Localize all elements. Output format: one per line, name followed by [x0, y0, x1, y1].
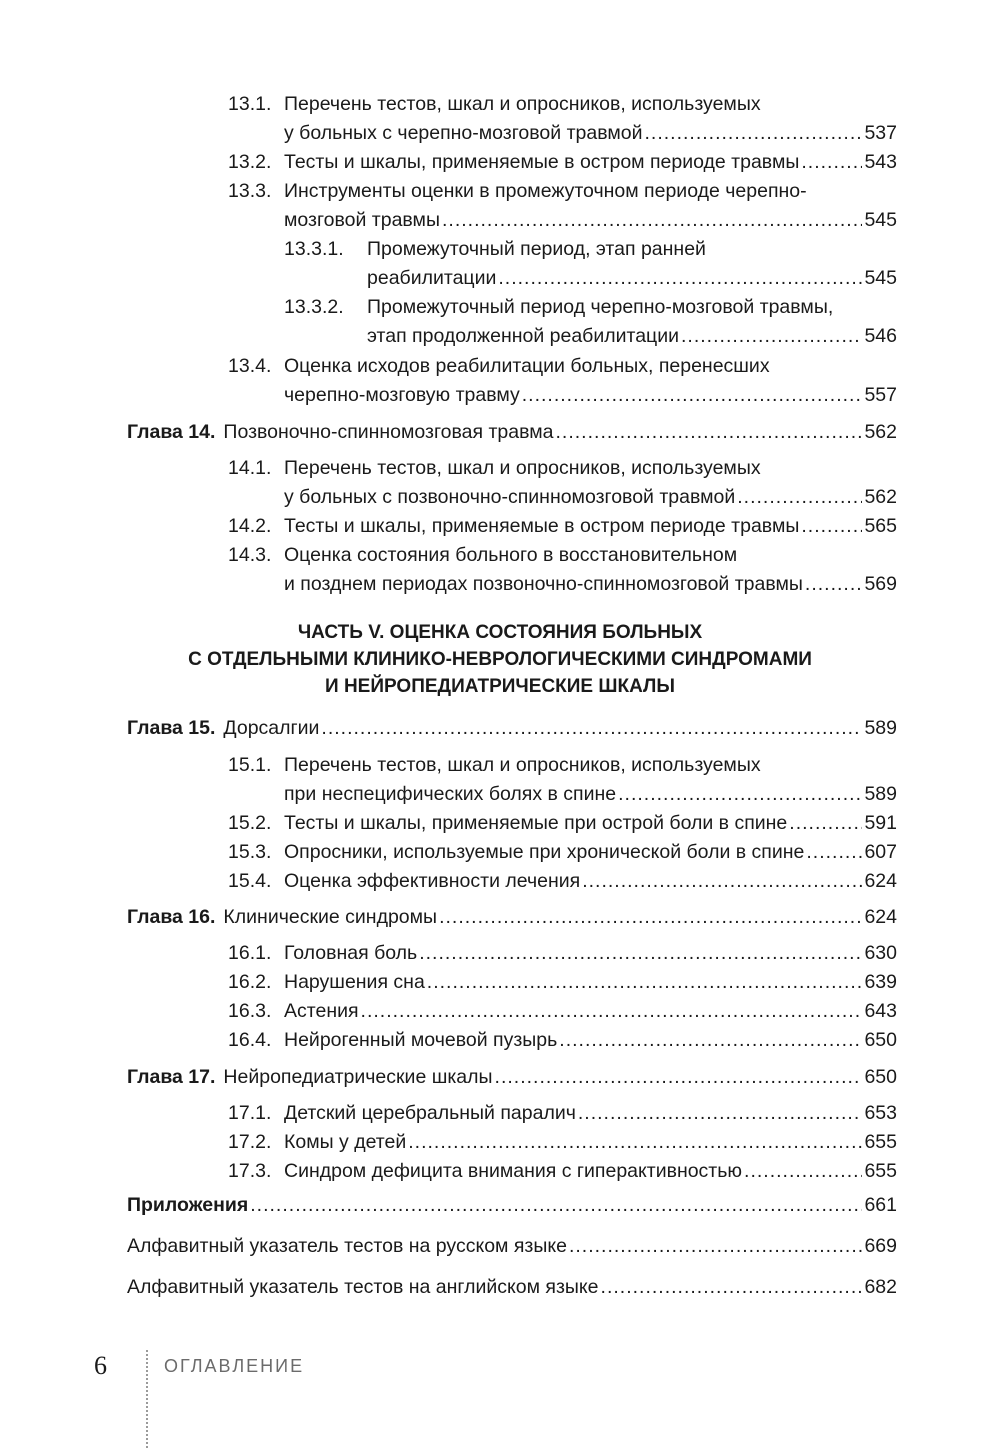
page-number: 630: [864, 942, 897, 964]
toc-entry-17-2[interactable]: [284, 1128, 897, 1157]
toc-entry-14-3[interactable]: [284, 570, 897, 599]
leader-dots: [578, 1099, 863, 1128]
toc-number: 15.1.: [228, 754, 272, 776]
chapter-label: Глава 16.: [127, 906, 216, 928]
toc-entry-text: Детский церебральный паралич: [284, 1102, 576, 1124]
toc-entry-text: черепно-мозговую травму: [284, 384, 520, 406]
toc-entry-text: и позднем периодах позвоночно-спинномозговой травмы: [284, 573, 803, 595]
toc-entry-13-3-2[interactable]: [367, 322, 897, 351]
toc-number: 13.3.1.: [284, 238, 344, 260]
toc-entry-17-3[interactable]: [284, 1157, 897, 1186]
toc-entry-15-4[interactable]: [284, 867, 897, 896]
page-number: 589: [864, 783, 897, 805]
toc-chapter-15[interactable]: [127, 714, 897, 743]
toc-number: 14.2.: [228, 515, 272, 537]
toc-index-ru[interactable]: [127, 1232, 897, 1261]
toc-entry-13-2[interactable]: [284, 148, 897, 177]
leader-dots: [582, 867, 862, 896]
toc-entry-text: Нейрогенный мочевой пузырь: [284, 1029, 558, 1051]
toc-entry-text: Промежуточный период черепно-мозговой травмы,: [367, 296, 834, 318]
toc-entry-text: Комы у детей: [284, 1131, 407, 1153]
leader-dots: [408, 1128, 862, 1157]
page-number: 653: [864, 1102, 897, 1124]
leader-dots: [522, 381, 863, 410]
part-heading-line: С ОТДЕЛЬНЫМИ КЛИНИКО-НЕВРОЛОГИЧЕСКИМИ СИНДРОМАМИ: [188, 649, 812, 670]
page-number: 591: [864, 812, 897, 834]
part-heading-line: ЧАСТЬ V. ОЦЕНКА СОСТОЯНИЯ БОЛЬНЫХ: [297, 622, 703, 643]
leader-dots: [361, 997, 863, 1026]
toc-entry-14-2[interactable]: [284, 512, 897, 541]
page-number: 624: [864, 906, 897, 928]
toc-number: 15.4.: [228, 870, 272, 892]
page-number: 545: [864, 209, 897, 231]
toc-entry-text: Тесты и шкалы, применяемые в остром периоде травмы: [284, 515, 800, 537]
toc-entry-13-3[interactable]: [284, 206, 897, 235]
page-number: 682: [864, 1276, 897, 1298]
toc-entry-15-2[interactable]: [284, 809, 897, 838]
part-heading-line: И НЕЙРОПЕДИАТРИЧЕСКИЕ ШКАЛЫ: [325, 676, 675, 697]
page-number: 650: [864, 1066, 897, 1088]
toc-entry-15-1[interactable]: [284, 780, 897, 809]
leader-dots: [495, 1063, 863, 1092]
footer-page-number: 6: [94, 1351, 107, 1380]
footer-running-title: ОГЛАВЛЕНИЕ: [164, 1356, 305, 1376]
toc-entry-text: Перечень тестов, шкал и опросников, используемых: [284, 93, 761, 115]
chapter-label: Глава 17.: [127, 1066, 216, 1088]
leader-dots: [556, 418, 863, 447]
toc-entry-16-3[interactable]: [284, 997, 897, 1026]
toc-entry-13-1[interactable]: [284, 119, 897, 148]
leader-dots: [569, 1232, 862, 1261]
toc-number: 13.1.: [228, 93, 272, 115]
toc-entry-13-4[interactable]: [284, 381, 897, 410]
leader-dots: [419, 939, 862, 968]
toc-entry-text: при неспецифических болях в спине: [284, 783, 617, 805]
toc-number: 13.4.: [228, 355, 272, 377]
toc-entry-13-3-1[interactable]: [367, 264, 897, 293]
toc-number: 16.3.: [228, 1000, 272, 1022]
toc-number: 15.2.: [228, 812, 272, 834]
page-number: 569: [864, 573, 897, 595]
leader-dots: [427, 968, 863, 997]
toc-entry-text: Оценка состояния больного в восстановительном: [284, 544, 738, 566]
page-number: 655: [864, 1131, 897, 1153]
leader-dots: [498, 264, 862, 293]
leader-dots: [442, 206, 862, 235]
page-number: 562: [864, 486, 897, 508]
leader-dots: [744, 1157, 862, 1186]
leader-dots: [681, 322, 862, 351]
page-number: 624: [864, 870, 897, 892]
toc-number: 13.2.: [228, 151, 272, 173]
toc-entry-text: Оценка эффективности лечения: [284, 870, 581, 892]
toc-entry-text: у больных с черепно-мозговой травмой: [284, 122, 643, 144]
toc-entry-text: у больных с позвоночно-спинномозговой травмой: [284, 486, 736, 508]
toc-number: 17.2.: [228, 1131, 272, 1153]
leader-dots: [806, 838, 862, 867]
page-number: 655: [864, 1160, 897, 1182]
leader-dots: [789, 809, 862, 838]
leader-dots: [559, 1026, 862, 1055]
page-number: 545: [864, 267, 897, 289]
toc-number: 16.4.: [228, 1029, 272, 1051]
chapter-label: Глава 15.: [127, 717, 216, 739]
page-number: 537: [864, 122, 897, 144]
leader-dots: [439, 903, 862, 932]
appendix-title: Приложения: [127, 1194, 249, 1216]
page-number: 565: [864, 515, 897, 537]
toc-number: 13.3.2.: [284, 296, 344, 318]
chapter-label: Глава 14.: [127, 421, 216, 443]
page-number: 661: [864, 1194, 897, 1216]
toc-entry-text: Тесты и шкалы, применяемые в остром периоде травмы: [284, 151, 800, 173]
leader-dots: [644, 119, 862, 148]
leader-dots: [250, 1191, 862, 1220]
toc-entry-text: реабилитации: [367, 267, 497, 289]
toc-entry-text: Тесты и шкалы, применяемые при острой боли в спине: [284, 812, 788, 834]
toc-number: 14.1.: [228, 457, 272, 479]
toc-entry-16-2[interactable]: [284, 968, 897, 997]
toc-appendix[interactable]: [127, 1191, 897, 1220]
index-title: Алфавитный указатель тестов на русском языке: [127, 1235, 567, 1257]
page-number: 546: [864, 325, 897, 347]
leader-dots: [601, 1273, 863, 1302]
toc-chapter-16[interactable]: [127, 903, 897, 932]
toc-chapter-14[interactable]: [127, 418, 897, 447]
leader-dots: [801, 148, 862, 177]
toc-number: 14.3.: [228, 544, 272, 566]
toc-number: 16.1.: [228, 942, 272, 964]
leader-dots: [801, 512, 862, 541]
toc-entry-text: этап продолженной реабилитации: [367, 325, 680, 347]
index-title: Алфавитный указатель тестов на английском языке: [127, 1276, 599, 1298]
toc-entry-text: Синдром дефицита внимания с гиперактивностью: [284, 1160, 743, 1182]
page-number: 543: [864, 151, 897, 173]
toc-entry-text: Промежуточный период, этап ранней: [367, 238, 706, 260]
leader-dots: [805, 570, 863, 599]
toc-chapter-17[interactable]: [127, 1063, 897, 1092]
toc-entry-text: Нарушения сна: [284, 971, 425, 993]
toc-entry-text: мозговой травмы: [284, 209, 440, 231]
chapter-title: Дорсалгии: [223, 717, 320, 739]
toc-entry-text: Перечень тестов, шкал и опросников, используемых: [284, 754, 761, 776]
page-number: 650: [864, 1029, 897, 1051]
page-number: 589: [864, 717, 897, 739]
toc-entry-text: Оценка исходов реабилитации больных, перенесших: [284, 355, 770, 377]
toc-number: 15.3.: [228, 841, 272, 863]
page-number: 669: [864, 1235, 897, 1257]
chapter-title: Позвоночно-спинномозговая травма: [223, 421, 554, 443]
toc-entry-15-3[interactable]: [284, 838, 897, 867]
toc-entry-text: Головная боль: [284, 942, 418, 964]
leader-dots: [618, 780, 862, 809]
toc-entry-text: Опросники, используемые при хронической боли в спине: [284, 841, 805, 863]
toc-entry-14-1[interactable]: [284, 483, 897, 512]
toc-entry-text: Инструменты оценки в промежуточном периоде черепно-: [284, 180, 807, 202]
chapter-title: Клинические синдромы: [223, 906, 438, 928]
toc-number: 17.3.: [228, 1160, 272, 1182]
toc-number: 16.2.: [228, 971, 272, 993]
page-number: 643: [864, 1000, 897, 1022]
page-number: 607: [864, 841, 897, 863]
leader-dots: [737, 483, 862, 512]
toc-entry-16-1[interactable]: [284, 939, 897, 968]
toc-entry-17-1[interactable]: [284, 1099, 897, 1128]
footer-divider: [146, 1350, 148, 1448]
page-number: 562: [864, 421, 897, 443]
page-number: 557: [864, 384, 897, 406]
toc-index-en[interactable]: [127, 1273, 897, 1302]
toc-number: 13.3.: [228, 180, 272, 202]
page-number: 639: [864, 971, 897, 993]
toc-entry-text: Астения: [284, 1000, 359, 1022]
leader-dots: [321, 714, 862, 743]
toc-entry-text: Перечень тестов, шкал и опросников, используемых: [284, 457, 761, 479]
toc-entry-16-4[interactable]: [284, 1026, 897, 1055]
toc-number: 17.1.: [228, 1102, 272, 1124]
chapter-title: Нейропедиатрические шкалы: [223, 1066, 493, 1088]
